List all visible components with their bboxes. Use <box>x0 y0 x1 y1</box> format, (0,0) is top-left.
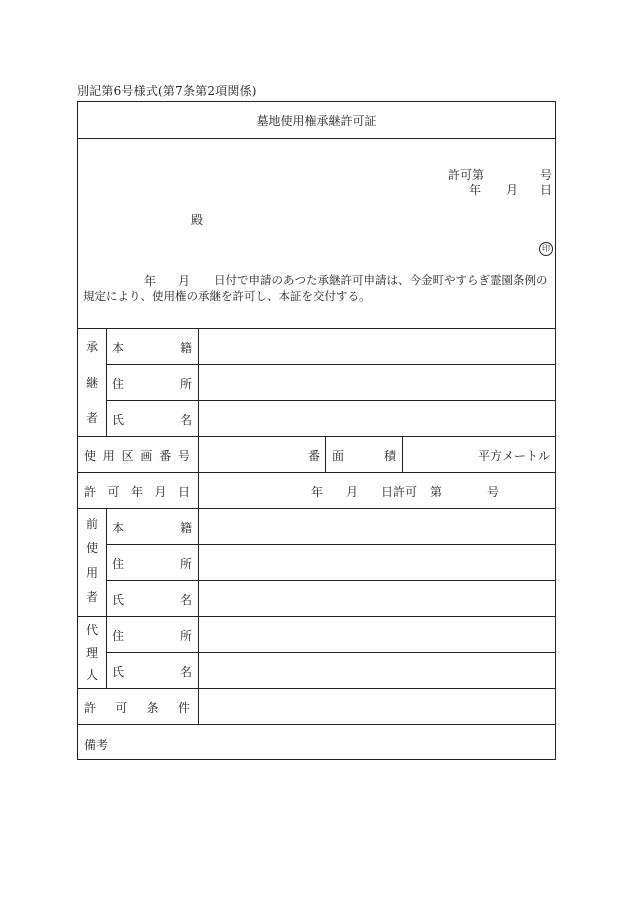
permit-number-prefix: 許可第 <box>448 168 485 182</box>
permit-date-day-kyoka: 日許可 <box>381 485 418 499</box>
agent-name-label: 氏 名 <box>112 665 192 679</box>
plot-number-label: 使 用 区 画 番 号 <box>84 449 190 463</box>
issue-date-day: 日 <box>540 183 553 197</box>
addressee-suffix: 殿 <box>191 213 204 227</box>
permit-date-year: 年 <box>311 485 324 499</box>
remarks-label: 備考 <box>84 738 109 752</box>
permit-date-dai: 第 <box>430 485 443 499</box>
body-text-line2: 規定により、使用権の承継を許可し、本証を交付する。 <box>83 289 371 303</box>
permit-form <box>77 101 556 760</box>
permit-date-go: 号 <box>487 485 500 499</box>
permit-date-month: 月 <box>346 485 359 499</box>
successor-domicile-label: 本 籍 <box>112 341 192 355</box>
plot-ban: 番 <box>308 449 321 463</box>
agent-group-label: 代 理 人 <box>85 623 98 682</box>
seal-mark: 印 <box>539 242 553 256</box>
body-month: 月 <box>178 274 191 288</box>
area-unit: 平方メートル <box>478 449 551 463</box>
body-text-line1: 日付で申請のあつた承継許可申請は、今金町やすらぎ霊園条例の <box>214 273 548 287</box>
permit-conditions-label: 許 可 条 件 <box>84 701 190 715</box>
issue-date-year: 年 <box>469 183 482 197</box>
body-year: 年 <box>144 274 157 288</box>
previous-user-address-label: 住 所 <box>112 557 192 571</box>
area-label: 面 積 <box>332 449 396 463</box>
agent-address-label: 住 所 <box>112 629 192 643</box>
issue-date-month: 月 <box>506 183 519 197</box>
previous-user-group-label: 前 使 用 者 <box>85 517 98 604</box>
successor-group-label: 承 継 者 <box>85 340 98 425</box>
successor-address-label: 住 所 <box>112 377 192 391</box>
previous-user-domicile-label: 本 籍 <box>112 521 192 535</box>
previous-user-name-label: 氏 名 <box>112 593 192 607</box>
form-reference: 別記第6号様式(第7条第2項関係) <box>77 84 257 98</box>
permit-date-label: 許 可 年 月 日 <box>84 485 190 499</box>
form-title: 墓地使用権承継許可証 <box>78 102 555 139</box>
permit-number-suffix: 号 <box>540 168 553 182</box>
successor-name-label: 氏 名 <box>112 413 192 427</box>
